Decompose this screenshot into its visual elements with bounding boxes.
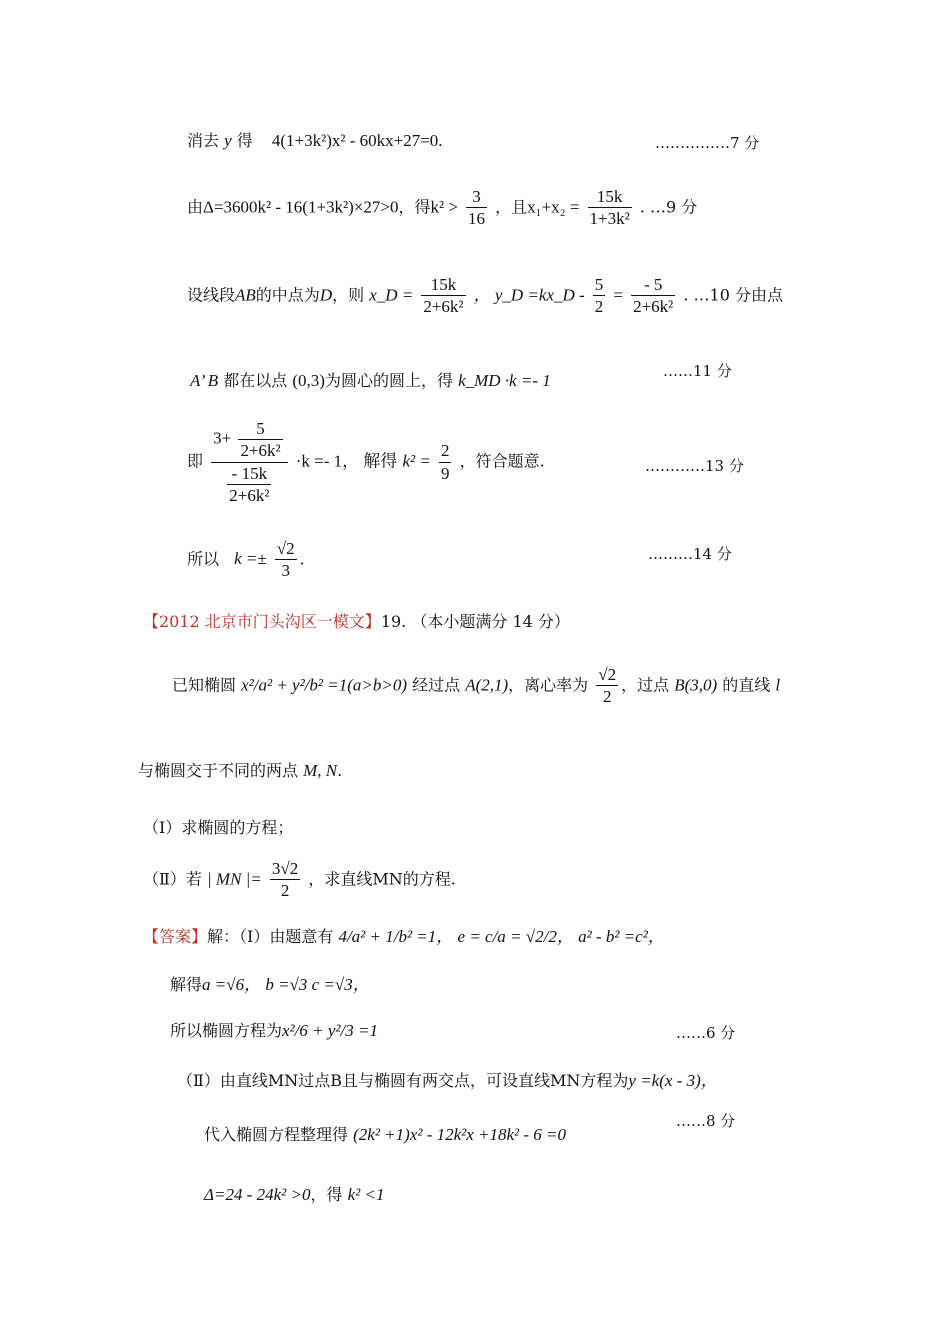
line-solve <box>187 418 545 506</box>
equation: k² <1 <box>347 1185 385 1204</box>
answer-label: 【答案】 <box>143 927 208 946</box>
equation: y =k(x - 3)， <box>628 1071 718 1090</box>
answer-line-4: （Ⅱ）由直线MN过点B且与椭圆有两交点，可设直线MN方程为y =k(x - 3)， <box>177 1071 718 1090</box>
complex-fraction <box>211 418 288 506</box>
text: 设线段 <box>187 285 236 305</box>
equation: x_D = <box>369 285 414 305</box>
math-var: A’ B <box>190 371 219 390</box>
fraction: $\frac{5}{\text{2+6k²}}$ <box>240 419 281 461</box>
text: 由 <box>187 197 204 217</box>
problem-stem-2: 与椭圆交于不同的两点 M, N. <box>138 761 343 780</box>
answer-line-3: 所以椭圆方程为x²/6 + y²/3 =1 <box>170 1021 378 1040</box>
line-discriminant <box>187 186 697 230</box>
problem-stem: 已知椭圆 x²/a² + y²/b² =1(a>b>0) 经过点 A(2,1)，离心率为 $\frac{√2}{2}$ ，过点 B(3,0) 的直线 l <box>172 665 781 707</box>
equation: = <box>613 285 623 305</box>
problem-header <box>143 614 570 630</box>
equation: x₁+x₂ = <box>527 197 580 217</box>
line-midpoint <box>187 274 783 318</box>
equation: x²/6 + y²/3 =1 <box>282 1021 378 1040</box>
equation: k_MD ·k =- 1 <box>458 371 551 390</box>
source-tag: 【2012 北京市门头沟区一模文】 <box>143 612 381 631</box>
equation: k =± <box>234 549 267 569</box>
line-eliminate-y <box>187 132 443 149</box>
text: 得 <box>236 131 253 150</box>
eccentricity-fraction: $\frac{√2}{2}$ <box>598 665 617 707</box>
equation: a =√6， b =√3 c =√3， <box>202 975 370 994</box>
score-13: …………13 分 <box>645 457 744 475</box>
fraction: $\frac{5}{2}$ <box>594 275 604 317</box>
line-circle <box>190 360 551 389</box>
question-2: （Ⅱ）若 | MN |= $\frac{3√2}{2}$ ，求直线MN的方程. <box>143 859 456 901</box>
math-var: y <box>224 131 232 150</box>
equation: k² = <box>402 451 431 471</box>
line-l: l <box>775 675 781 695</box>
text: 为圆心的圆上，得 <box>324 371 453 390</box>
equation: ·k =- 1， 解得 <box>295 451 398 471</box>
math-var: AB <box>235 285 256 305</box>
text: 都在以点 <box>223 371 288 390</box>
equation: Δ=24 - 24k² >0 <box>204 1185 311 1204</box>
fraction: $\frac{15k}{\text{2+6k²}}$ <box>423 275 464 317</box>
fraction: $\frac{2}{9}$ <box>440 441 450 483</box>
fraction: $\frac{- 5}{\text{2+6k²}}$ <box>633 275 674 317</box>
fraction: $\frac{- 15k}{\text{2+6k²}}$ <box>229 463 270 505</box>
question-1: （Ⅰ）求椭圆的方程； <box>143 818 294 837</box>
score-11: ……11 分 <box>663 362 732 380</box>
text: 所以 <box>187 549 220 569</box>
ellipse-equation: x²/a² + y²/b² =1(a>b>0) <box>241 675 407 695</box>
text: ，符合题意. <box>459 451 545 471</box>
score-14: ………14 分 <box>648 545 732 563</box>
equation: (2k² +1)x² - 12k²x +18k² - 6 =0 <box>353 1125 567 1144</box>
fraction: $\frac{√2}{3}$ <box>276 539 295 581</box>
text: ，得 <box>398 197 431 217</box>
score-9: . …9 分 <box>639 197 698 217</box>
equation: Δ=3600k² - 16(1+3k²)×27>0 <box>203 197 399 217</box>
score-8: ……8 分 <box>676 1112 736 1130</box>
equation: (0,3) <box>292 371 325 390</box>
answer-line-2: 解得a =√6， b =√3 c =√3， <box>170 975 370 994</box>
text: ，且 <box>495 197 528 217</box>
answer-line-1: 【答案】解：（Ⅰ）由题意有 4/a² + 1/b² =1， e = c/a = √2/2， a² - b² =c²， <box>143 927 665 946</box>
score-6: ……6 分 <box>676 1024 736 1042</box>
equation: ， y_D =kx_D - <box>473 285 585 305</box>
text: 即 <box>187 451 204 471</box>
text: 消去 <box>187 131 220 150</box>
fraction: $\frac{3√2}{2}$ <box>271 859 299 901</box>
text: 的中点为 <box>255 285 320 305</box>
answer-line-5: 代入椭圆方程整理得 (2k² +1)x² - 12k²x +18k² - 6 =0 <box>204 1125 567 1144</box>
point-a: A(2,1) <box>465 675 509 695</box>
equation: k² > <box>430 197 458 217</box>
fraction: $\frac{3}{16}$ <box>468 187 486 229</box>
problem-points: （本小题满分 14 分） <box>411 612 570 631</box>
problem-number: 19. <box>380 612 407 631</box>
point-b: B(3,0) <box>674 675 718 695</box>
equation: 4/a² + 1/b² =1， e = c/a = √2/2， a² - b² =c²， <box>338 927 665 946</box>
fraction: $\frac{15k}{\text{1+3k²}}$ <box>589 187 630 229</box>
text: ，则 <box>332 285 365 305</box>
answer-line-6: Δ=24 - 24k² >0，得 k² <1 <box>204 1185 385 1204</box>
points-mn: M, N <box>303 761 338 780</box>
denominator <box>211 463 288 507</box>
math-var: D <box>319 285 333 305</box>
line-conclusion: 所以 k =± $\frac{√2}{3}$ . <box>187 539 305 581</box>
score-10: . …10 分由点 <box>683 285 783 305</box>
numerator: 3+ $\frac{5}{\text{2+6k²}}$ <box>211 418 288 463</box>
equation: 4(1+3k²)x² - 60kx+27=0. <box>271 131 443 150</box>
score-7: ……………7 分 <box>655 134 760 152</box>
